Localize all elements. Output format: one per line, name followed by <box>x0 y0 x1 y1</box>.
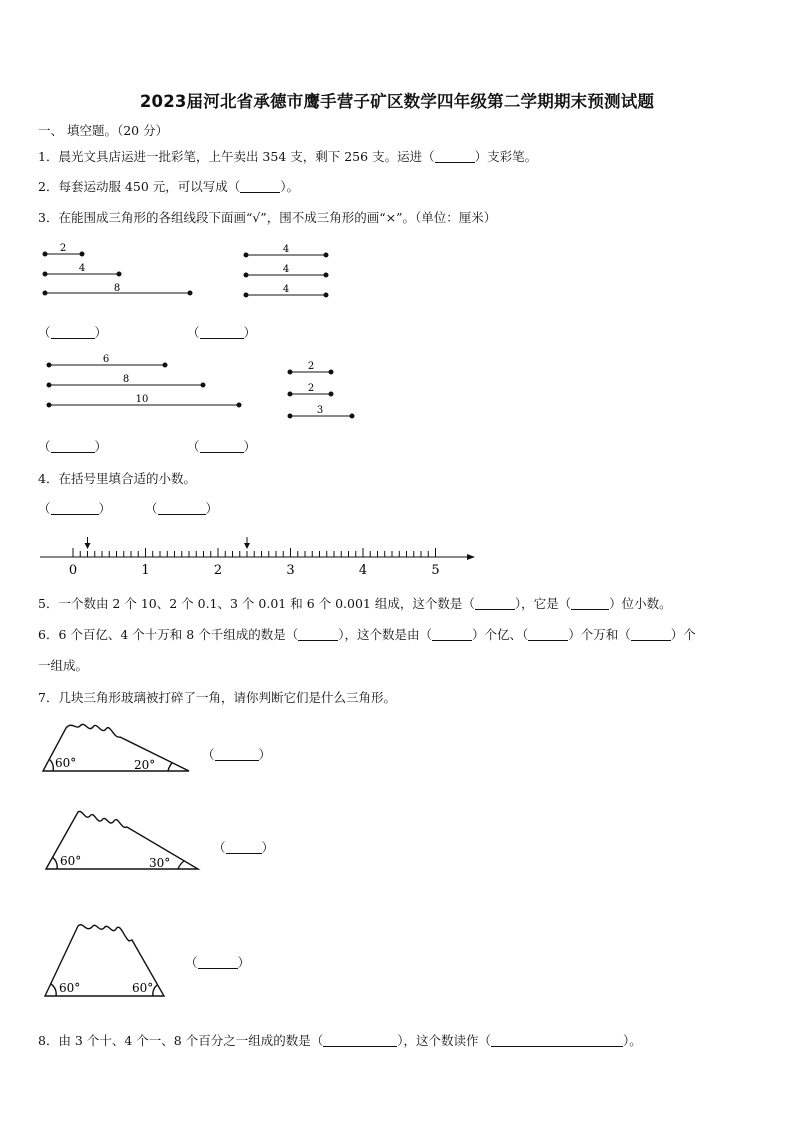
answer-blank[interactable] <box>323 1034 397 1047</box>
broken-triangles-figure <box>0 715 794 1005</box>
segment-label: 4 <box>282 264 290 275</box>
question-6-text: ）个 <box>670 627 696 642</box>
question-5-text: ）位小数。 <box>609 596 672 611</box>
angle-label: 60° <box>132 981 154 995</box>
question-8 <box>38 1031 642 1049</box>
page-title: 2023届河北省承德市鹰手营子矿区数学四年级第二学期期末预测试题 <box>139 92 655 111</box>
answer-blank[interactable] <box>528 628 568 641</box>
answer-paren-triangle-3[interactable]: （ ） <box>185 955 251 970</box>
down-arrow-icon <box>244 537 250 549</box>
question-6-continued: 一组成。 <box>38 658 89 673</box>
angle-label: 60° <box>59 981 81 995</box>
tick-label: 0 <box>68 563 78 578</box>
section-heading: 一、 填空题。（20 分） <box>38 123 169 138</box>
question-2-text-end: ）。 <box>280 179 300 194</box>
question-1 <box>38 147 537 165</box>
segment-label: 4 <box>282 284 290 295</box>
question-6-text: ）个亿、（ <box>471 627 529 642</box>
segment-groups-figure <box>0 230 794 460</box>
number-line <box>0 530 794 580</box>
question-6-text: ），这个数是由（ <box>338 627 432 642</box>
angle-label: 30° <box>149 856 171 870</box>
question-5-text: 5．一个数由 2 个 10、2 个 0.1、3 个 0.01 和 6 个 0.001 组成，这个数是（ <box>38 596 475 611</box>
segment-label: 8 <box>122 374 130 385</box>
question-6-text: 6．6 个百亿、4 个十万和 8 个千组成的数是（ <box>38 627 299 642</box>
answer-blank[interactable] <box>491 1034 623 1047</box>
answer-blank[interactable] <box>475 597 515 610</box>
answer-blank[interactable] <box>432 628 472 641</box>
segment-label: 3 <box>316 405 324 416</box>
question-5-text: ），它是（ <box>514 596 572 611</box>
answer-paren-number-line-2[interactable]: （ ） <box>145 501 219 516</box>
segment-label: 6 <box>102 354 110 365</box>
tick-label: 5 <box>431 563 440 578</box>
answer-blank[interactable] <box>571 597 609 610</box>
question-3-text: 3．在能围成三角形的各组线段下面画“√”，围不成三角形的画“×”。（单位：厘米） <box>38 210 497 225</box>
question-4-text: 4．在括号里填合适的小数。 <box>38 471 196 486</box>
segment-label: 8 <box>113 283 121 294</box>
answer-paren-number-line-1[interactable]: （ ） <box>38 501 112 516</box>
answer-blank[interactable] <box>631 628 671 641</box>
segment-label: 10 <box>135 394 149 405</box>
question-1-text: 1．晨光文具店运进一批彩笔，上午卖出 354 支，剩下 256 支。运进（ <box>38 149 435 164</box>
answer-paren-2[interactable]: （ ） <box>187 325 257 340</box>
question-8-text: ），这个数读作（ <box>397 1033 491 1048</box>
answer-paren-triangle-1[interactable]: （ ） <box>202 747 272 762</box>
angle-label: 20° <box>134 758 156 772</box>
arrowhead-icon <box>467 554 475 560</box>
segment-label: 2 <box>307 361 315 372</box>
answer-blank[interactable] <box>240 180 280 193</box>
question-1-text-end: ）支彩笔。 <box>474 149 538 164</box>
segment-label: 4 <box>282 244 290 255</box>
answer-blank[interactable] <box>435 150 475 163</box>
answer-blank[interactable] <box>298 628 338 641</box>
segment-label: 2 <box>307 383 315 394</box>
question-8-text: 8．由 3 个十、4 个一、8 个百分之一组成的数是（ <box>38 1033 324 1048</box>
tick-label: 1 <box>141 563 150 578</box>
question-2 <box>38 177 299 195</box>
question-7-text: 7．几块三角形玻璃被打碎了一角，请你判断它们是什么三角形。 <box>38 690 396 705</box>
answer-paren-triangle-2[interactable]: （ ） <box>213 840 275 855</box>
angle-label: 60° <box>60 854 82 868</box>
answer-paren-4[interactable]: （ ） <box>187 439 257 454</box>
question-6-text: ）个万和（ <box>568 627 631 642</box>
tick-label: 2 <box>213 563 223 578</box>
question-5 <box>38 594 672 612</box>
segment-label: 2 <box>59 243 67 254</box>
tick-label: 4 <box>358 563 368 578</box>
answer-paren-1[interactable]: （ ） <box>38 325 108 340</box>
down-arrow-icon <box>85 537 91 549</box>
tick-label: 3 <box>286 563 295 578</box>
question-6 <box>38 625 696 643</box>
answer-paren-3[interactable]: （ ） <box>38 439 108 454</box>
question-2-text: 2．每套运动服 450 元，可以写成（ <box>38 179 241 194</box>
angle-label: 60° <box>55 756 77 770</box>
question-8-text: ）。 <box>622 1033 642 1048</box>
segment-label: 4 <box>78 263 86 274</box>
